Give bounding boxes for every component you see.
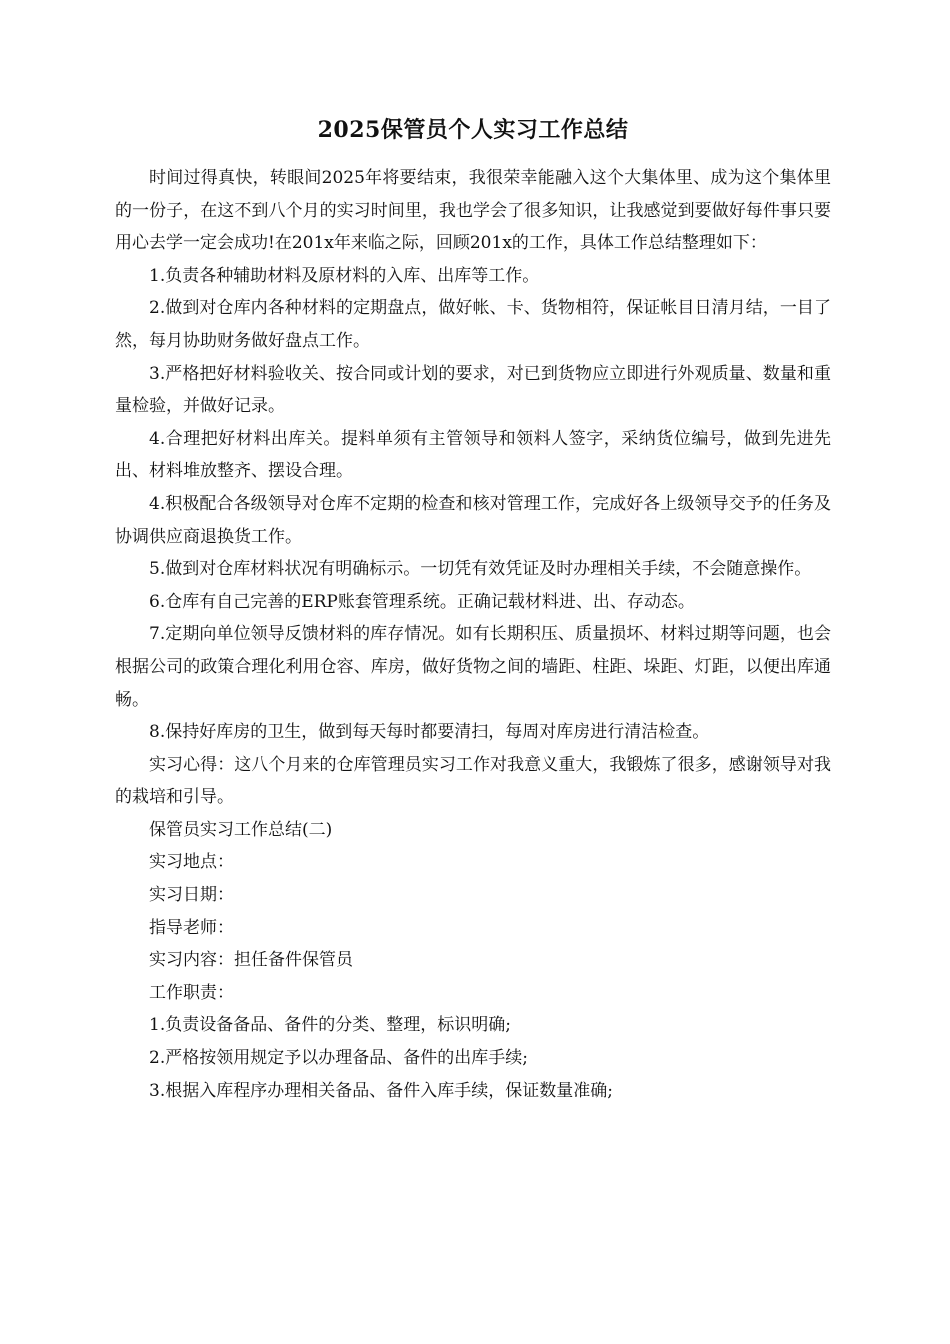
document-title: 2025保管员个人实习工作总结 [317, 117, 629, 143]
field-instructor: 指导老师： [149, 917, 234, 938]
duty-item-3: 3.根据入库程序办理相关备品、备件入库手续，保证数量准确; [149, 1080, 613, 1101]
duty-item-1: 1.负责设备备品、备件的分类、整理，标识明确; [149, 1015, 511, 1036]
document-page [115, 108, 831, 1107]
field-duties: 工作职责： [149, 982, 234, 1003]
paragraph-item-5: 5.做到对仓库材料状况有明确标示。一切凭有效凭证及时办理相关手续，不会随意操作。 [149, 559, 812, 580]
paragraph-reflection: 实习心得：这八个月来的仓库管理员实习工作对我意义重大，我锻炼了很多，感谢领导对我的栽培和引导。 [115, 754, 831, 808]
section-heading-part-two: 保管员实习工作总结(二) [149, 819, 333, 840]
field-date: 实习日期： [149, 885, 234, 906]
field-location: 实习地点： [149, 852, 234, 873]
paragraph-item-6: 6.仓库有自己完善的ERP账套管理系统。正确记载材料进、出、存动态。 [149, 591, 695, 612]
paragraph-intro: 时间过得真快，转眼间2025年将要结束，我很荣幸能融入这个大集体里、成为这个集体里的一份子，在这不到八个月的实习时间里，我也学会了很多知识，让我感觉到要做好每件事只要用心去学一定会成功!在201x年来临之际，回顾201x的工作，具体工作总结整理如下： [115, 168, 831, 254]
paragraph-item-4a: 4.合理把好材料出库关。提料单须有主管领导和领料人签字，采纳货位编号，做到先进先出、材料堆放整齐、摆设合理。 [115, 428, 831, 482]
duty-item-2: 2.严格按领用规定予以办理备品、备件的出库手续; [149, 1048, 528, 1069]
paragraph-item-1: 1.负责各种辅助材料及原材料的入库、出库等工作。 [149, 265, 540, 286]
paragraph-item-8: 8.保持好库房的卫生，做到每天每时都要清扫，每周对库房进行清洁检查。 [149, 722, 710, 743]
paragraph-item-3: 3.严格把好材料验收关、按合同或计划的要求，对已到货物应立即进行外观质量、数量和重量检验，并做好记录。 [115, 363, 831, 417]
paragraph-item-7: 7.定期向单位领导反馈材料的库存情况。如有长期积压、质量损坏、材料过期等问题，也会根据公司的政策合理化利用仓容、库房，做好货物之间的墙距、柱距、垛距、灯距，以便出库通畅。 [115, 624, 831, 710]
paragraph-item-2: 2.做到对仓库内各种材料的定期盘点，做好帐、卡、货物相符，保证帐目日清月结，一目了然，每月协助财务做好盘点工作。 [115, 298, 831, 351]
field-content: 实习内容：担任备件保管员 [149, 950, 353, 971]
paragraph-item-4b: 4.积极配合各级领导对仓库不定期的检查和核对管理工作，完成好各上级领导交予的任务及协调供应商退换货工作。 [115, 493, 831, 547]
